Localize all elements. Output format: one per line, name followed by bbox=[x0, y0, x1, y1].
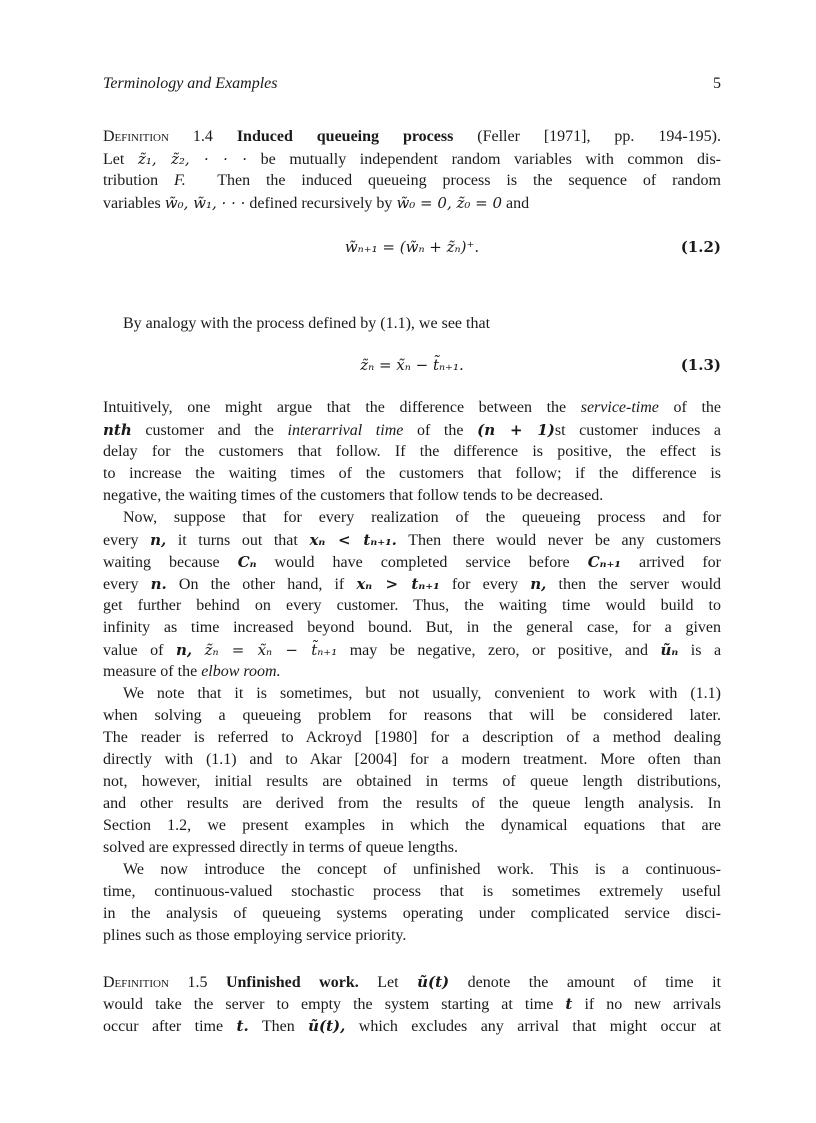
math-inline: xₙ < tₙ₊₁. bbox=[309, 531, 397, 549]
text: variables bbox=[103, 195, 161, 212]
paragraph-line: get further behind on every customer. Thus, the waiting time would build to bbox=[103, 597, 721, 614]
suppose-paragraph bbox=[103, 507, 721, 683]
text: occur after time bbox=[103, 1018, 224, 1035]
analogy-paragraph bbox=[103, 313, 721, 335]
math-inline: xₙ > tₙ₊₁ bbox=[356, 575, 440, 593]
math-inline: z̃₁, z̃₂, · · · bbox=[137, 150, 248, 168]
equation-number: (1.2) bbox=[680, 238, 721, 256]
text: Let bbox=[103, 151, 125, 168]
math-inline: ũ(t) bbox=[417, 973, 450, 991]
paragraph-line: and other results are derived from the results of the queue length analysis. In bbox=[103, 795, 721, 812]
math-inline: n, bbox=[175, 641, 193, 659]
paragraph-line: when solving a queueing problem for reasons that will be considered later. bbox=[103, 707, 721, 724]
paragraph-line bbox=[103, 419, 721, 441]
text: would take the server to empty the system starting at time bbox=[103, 996, 554, 1013]
text: waiting because bbox=[103, 554, 220, 571]
text: of the bbox=[416, 422, 464, 439]
equation-number: (1.3) bbox=[680, 356, 721, 374]
page-number: 5 bbox=[713, 75, 721, 92]
text: tribution bbox=[103, 172, 159, 189]
equation-1-3 bbox=[103, 356, 721, 380]
definition-1-4-line-4 bbox=[103, 192, 721, 214]
math-inline: t bbox=[565, 995, 573, 1013]
definition-label: Definition 1.5 bbox=[103, 974, 208, 991]
text: customer and the bbox=[145, 422, 274, 439]
definition-title: Induced queueing process bbox=[236, 128, 454, 145]
text: Then the induced queueing process is the sequence of random bbox=[217, 172, 721, 189]
citation: (Feller [1971], pp. 194-195). bbox=[477, 128, 722, 145]
paragraph-line bbox=[103, 573, 721, 595]
text: for every bbox=[451, 576, 519, 593]
definition-1-4 bbox=[103, 126, 721, 214]
math-inline: n, bbox=[150, 531, 167, 549]
paragraph-line bbox=[103, 397, 721, 419]
text: defined recursively by bbox=[249, 195, 393, 212]
text: On the other hand, if bbox=[178, 576, 345, 593]
definition-1-5-line-1 bbox=[103, 971, 721, 993]
math-inline: ũₙ bbox=[660, 641, 679, 659]
text: every bbox=[103, 576, 139, 593]
paragraph-line: Section 1.2, we present examples in which the dynamical equations that are bbox=[103, 817, 721, 834]
text: is a bbox=[690, 642, 722, 659]
text: Then there would never be any customers bbox=[408, 532, 722, 549]
text: would have completed service before bbox=[274, 554, 570, 571]
text: value of bbox=[103, 642, 164, 659]
paragraph-line: to increase the waiting times of the customers that follow; if the difference is bbox=[103, 465, 721, 482]
definition-title: Unfinished work. bbox=[225, 974, 359, 991]
text: denote the amount of time it bbox=[467, 974, 722, 991]
math-inline: Cₙ₊₁ bbox=[587, 553, 621, 571]
equation-body: w̃ₙ₊₁ = (w̃ₙ + z̃ₙ)⁺. bbox=[344, 238, 480, 256]
paragraph-line: We note that it is sometimes, but not usually, convenient to work with (1.1) bbox=[123, 685, 721, 702]
text: it turns out that bbox=[177, 532, 298, 549]
text: st customer induces a bbox=[554, 422, 722, 439]
math-inline: ũ(t), bbox=[308, 1017, 346, 1035]
text: and bbox=[506, 195, 530, 212]
paragraph-line bbox=[103, 639, 721, 661]
definition-label: Definition 1.4 bbox=[103, 128, 213, 145]
paragraph-line: infinity as time increased beyond bound. But, in the general case, for a given bbox=[103, 619, 721, 636]
definition-1-4-line-3 bbox=[103, 170, 721, 192]
text: every bbox=[103, 532, 139, 549]
paragraph-line: solved are expressed directly in terms of queue lengths. bbox=[103, 839, 458, 856]
text: Intuitively, one might argue that the difference between the bbox=[103, 399, 567, 416]
text: be mutually independent random variables with common dis- bbox=[260, 151, 721, 168]
math-inline: w̃₀, w̃₁, · · · bbox=[164, 194, 246, 212]
text: Let bbox=[377, 974, 399, 991]
paragraph-line: We now introduce the concept of unfinished work. This is a continuous- bbox=[123, 861, 721, 878]
text: Then bbox=[261, 1018, 295, 1035]
math-inline: (n + 1) bbox=[477, 421, 555, 439]
emphasis: service-time bbox=[580, 399, 659, 416]
equation-1-2 bbox=[103, 238, 721, 262]
text: then the server would bbox=[558, 576, 722, 593]
definition-1-5-line-2 bbox=[103, 993, 721, 1015]
paragraph-line: The reader is referred to Ackroyd [1980] for a description of a method dealing bbox=[103, 729, 721, 746]
paragraph-line bbox=[103, 661, 721, 683]
paragraph-line: negative, the waiting times of the customers that follow tends to be decreased. bbox=[103, 487, 604, 504]
text: may be negative, zero, or positive, and bbox=[349, 642, 649, 659]
text: of the bbox=[673, 399, 721, 416]
equation-body: z̃ₙ = x̃ₙ − t̃ₙ₊₁. bbox=[360, 356, 464, 374]
running-head bbox=[103, 75, 721, 95]
paragraph-line bbox=[103, 529, 721, 551]
paragraph-line: Now, suppose that for every realization of the queueing process and for bbox=[123, 509, 721, 526]
math-inline: Cₙ bbox=[237, 553, 257, 571]
paragraph-line: in the analysis of queueing systems operating under complicated service disci- bbox=[103, 905, 721, 922]
math-inline: n. bbox=[150, 575, 167, 593]
math-inline: nth bbox=[103, 421, 132, 439]
paragraph-line: plines such as those employing service priority. bbox=[103, 927, 407, 944]
analogy-line: By analogy with the process defined by (1.1), we see that bbox=[123, 315, 491, 332]
definition-1-4-line-2 bbox=[103, 148, 721, 170]
math-inline: z̃ₙ = x̃ₙ − t̃ₙ₊₁ bbox=[204, 641, 338, 659]
note-paragraph bbox=[103, 683, 721, 859]
running-head-title: Terminology and Examples bbox=[103, 75, 278, 92]
definition-1-4-line-1 bbox=[103, 126, 721, 148]
emphasis: elbow room. bbox=[201, 663, 281, 680]
emphasis: interarrival time bbox=[287, 422, 404, 439]
text: which excludes any arrival that might occur at bbox=[358, 1018, 722, 1035]
math-inline: w̃₀ = 0, z̃₀ = 0 bbox=[396, 194, 503, 212]
intuitive-paragraph bbox=[103, 397, 721, 507]
math-inline: F. bbox=[174, 172, 186, 189]
math-inline: n, bbox=[530, 575, 547, 593]
math-inline: t. bbox=[236, 1017, 249, 1035]
unfinished-intro-paragraph bbox=[103, 859, 721, 947]
text: arrived for bbox=[639, 554, 722, 571]
paragraph-line: directly with (1.1) and to Akar [2004] for a modern treatment. More often than bbox=[103, 751, 721, 768]
paragraph-line: time, continuous-valued stochastic process that is sometimes extremely useful bbox=[103, 883, 721, 900]
paragraph-line bbox=[103, 551, 721, 573]
text: measure of the bbox=[103, 663, 198, 680]
text: if no new arrivals bbox=[584, 996, 722, 1013]
paragraph-line: not, however, initial results are obtained in terms of queue length distributions, bbox=[103, 773, 721, 790]
definition-1-5 bbox=[103, 971, 721, 1037]
paragraph-line: delay for the customers that follow. If the difference is positive, the effect is bbox=[103, 443, 721, 460]
definition-1-5-line-3 bbox=[103, 1015, 721, 1037]
